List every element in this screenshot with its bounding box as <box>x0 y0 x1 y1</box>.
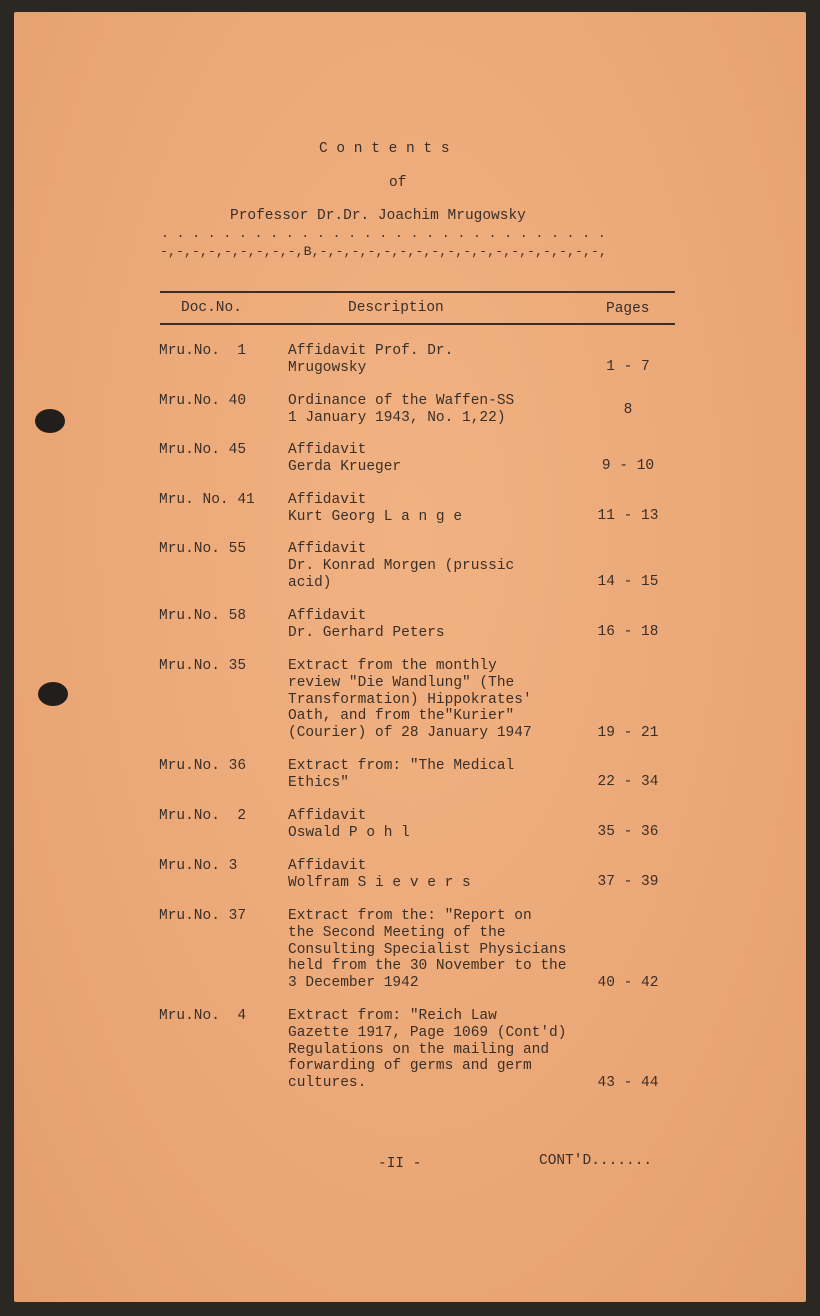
description <box>288 541 514 591</box>
description-line: held from the 30 November to the <box>288 958 567 975</box>
description <box>288 758 514 792</box>
subject-name: Professor Dr.Dr. Joachim Mrugowsky <box>230 208 526 224</box>
continued-note: CONT'D....... <box>539 1153 653 1169</box>
description-line: the Second Meeting of the <box>288 924 506 941</box>
description-line: Extract from the monthly <box>288 658 497 674</box>
description-line: Affidavit <box>288 442 367 458</box>
description-line: Affidavit <box>288 808 367 824</box>
doc-number: Mru.No. 1 <box>159 343 247 359</box>
table-row <box>0 908 820 998</box>
description-line: Mrugowsky <box>288 359 367 376</box>
page-range: 1 - 7 <box>606 359 650 375</box>
description-line: Oswald P o h l <box>288 824 410 841</box>
doc-number: Mru.No. 45 <box>159 442 247 458</box>
column-header-pages: Pages <box>606 301 650 317</box>
doc-number: Mru.No. 35 <box>159 658 247 674</box>
page-range: 40 - 42 <box>597 975 659 991</box>
page-range: 19 - 21 <box>597 725 659 741</box>
description-line: Wolfram S i e v e r s <box>288 874 471 891</box>
doc-number: Mru.No. 2 <box>159 808 247 824</box>
doc-number: Mru.No. 37 <box>159 908 247 924</box>
description <box>288 808 410 842</box>
description-line: Ordinance of the Waffen-SS <box>288 393 515 409</box>
page-title: C o n t e n t s <box>319 141 450 157</box>
description <box>288 1008 566 1092</box>
dotted-line: . . . . . . . . . . . . . . . . . . . . . . . . . . . . . <box>161 226 606 241</box>
page-range: 11 - 13 <box>597 508 659 524</box>
description <box>288 858 471 892</box>
description <box>288 393 514 427</box>
description-line: Regulations on the mailing and <box>288 1041 550 1058</box>
description <box>288 908 566 992</box>
description-line: Extract from the: "Report on <box>288 908 532 924</box>
page-range: 37 - 39 <box>597 874 659 890</box>
doc-number: Mru.No. 40 <box>159 393 247 409</box>
description-line: cultures. <box>288 1075 367 1092</box>
dashed-separator: -,-,-,-,-,-,-,-,-,B,-,-,-,-,-,-,-,-,-,-,-,-,-,-,-,-,-,-, <box>160 244 607 259</box>
description <box>288 608 445 642</box>
description-line: Ethics" <box>288 774 349 791</box>
page-range: 8 <box>623 402 633 418</box>
description-line: Affidavit <box>288 858 367 874</box>
page-number: -II - <box>378 1156 422 1172</box>
description-line: 3 December 1942 <box>288 975 419 992</box>
page-range: 9 - 10 <box>601 458 655 474</box>
table-row <box>0 1008 820 1098</box>
description-line: 1 January 1943, No. 1,22) <box>288 409 506 426</box>
description-line: Affidavit <box>288 608 367 624</box>
doc-number: Mru.No. 58 <box>159 608 247 624</box>
page-range: 14 - 15 <box>597 574 659 590</box>
title-of: of <box>389 175 407 191</box>
description <box>288 658 532 742</box>
table-top-rule <box>160 291 675 293</box>
column-header-description: Description <box>348 300 444 316</box>
description-line: Gazette 1917, Page 1069 (Cont'd) <box>288 1024 567 1041</box>
table-header-rule <box>160 323 675 325</box>
description-line: Dr. Gerhard Peters <box>288 624 445 641</box>
page-range: 22 - 34 <box>597 774 659 790</box>
description <box>288 343 453 377</box>
doc-number: Mru. No. 41 <box>159 492 255 508</box>
description-line: Affidavit <box>288 492 367 508</box>
doc-number: Mru.No. 36 <box>159 758 247 774</box>
page-range: 35 - 36 <box>597 824 659 840</box>
description-line: acid) <box>288 574 332 591</box>
description <box>288 442 401 476</box>
description-line: Oath, and from the"Kurier" <box>288 708 515 725</box>
doc-number: Mru.No. 4 <box>159 1008 247 1024</box>
doc-number: Mru.No. 3 <box>159 858 238 874</box>
description-line: Dr. Konrad Morgen (prussic <box>288 557 515 574</box>
description-line: Affidavit Prof. Dr. <box>288 343 454 359</box>
description-line: forwarding of germs and germ <box>288 1058 532 1075</box>
page-range: 16 - 18 <box>597 624 659 640</box>
description-line: Gerda Krueger <box>288 458 402 475</box>
description-line: Kurt Georg L a n g e <box>288 508 463 525</box>
description-line: Affidavit <box>288 541 367 557</box>
column-header-docno: Doc.No. <box>181 300 242 316</box>
description-line: Extract from: "The Medical <box>288 758 515 774</box>
description-line: Consulting Specialist Physicians <box>288 941 567 958</box>
description-line: Extract from: "Reich Law <box>288 1008 497 1024</box>
description <box>288 492 462 526</box>
doc-number: Mru.No. 55 <box>159 541 247 557</box>
table-row <box>0 658 820 748</box>
page-range: 43 - 44 <box>597 1075 659 1091</box>
description-line: (Courier) of 28 January 1947 <box>288 725 532 742</box>
description-line: Transformation) Hippokrates' <box>288 691 532 708</box>
description-line: review "Die Wandlung" (The <box>288 674 515 691</box>
